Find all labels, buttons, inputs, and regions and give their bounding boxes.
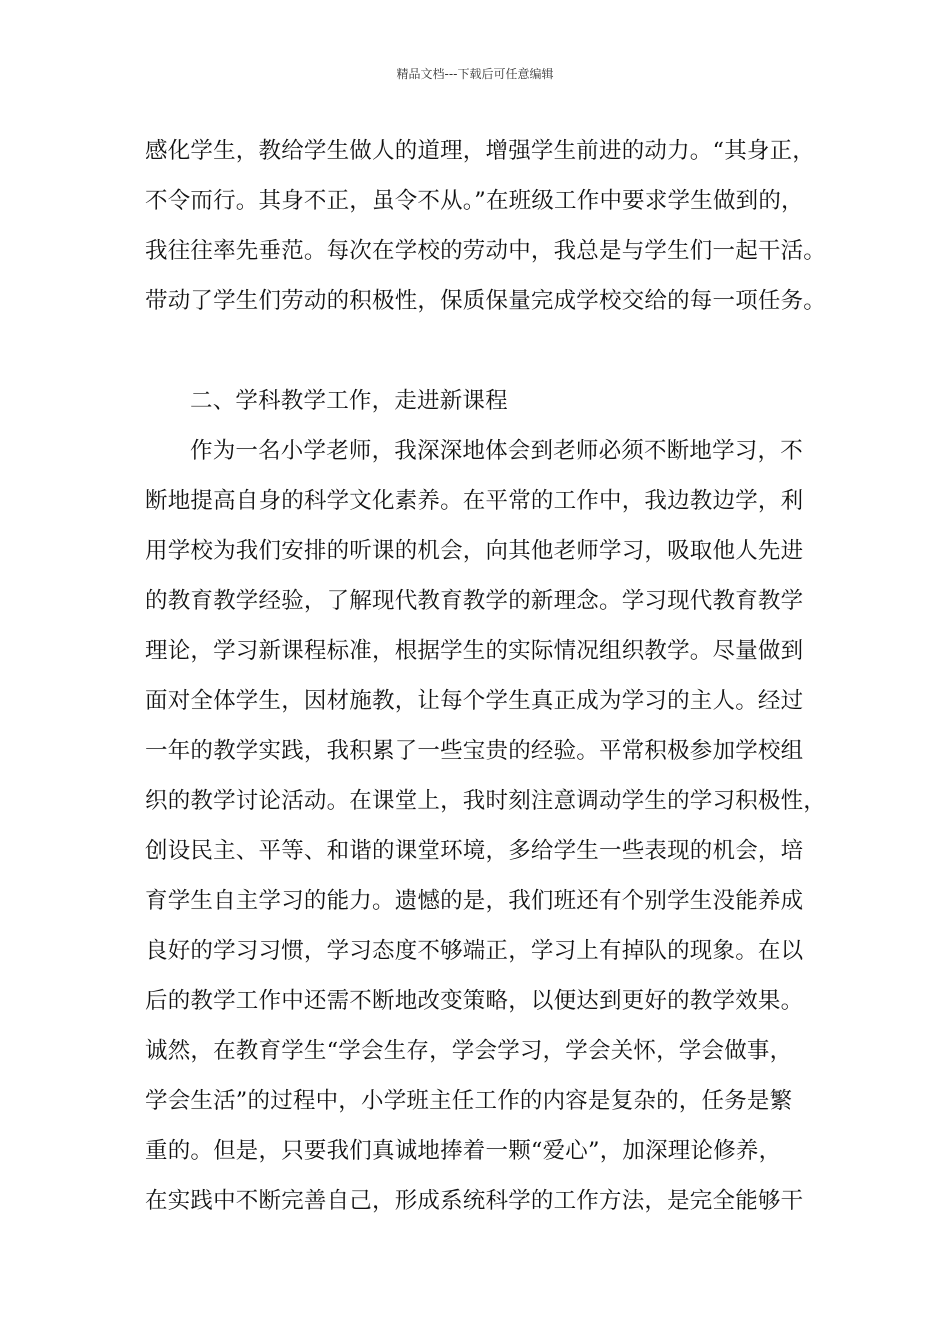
text-line: 育学生自主学习的能力。遗憾的是，我们班还有个别学生没能养成 — [145, 888, 804, 914]
text-line: 的教育教学经验，了解现代教育教学的新理念。学习现代教育教学 — [145, 588, 804, 614]
text-line: 不令而行。其身不正，虽令不从。”在班级工作中要求学生做到的， — [145, 188, 804, 214]
text-line: 带动了学生们劳动的积极性，保质保量完成学校交给的每一项任务。 — [145, 288, 827, 314]
text-line: 面对全体学生，因材施教，让每个学生真正成为学习的主人。经过 — [145, 688, 804, 714]
text-line: 用学校为我们安排的听课的机会，向其他老师学习，吸取他人先进 — [145, 538, 804, 564]
text-line: 理论，学习新课程标准，根据学生的实际情况组织教学。尽量做到 — [145, 638, 804, 664]
text-line: 在实践中不断完善自己，形成系统科学的工作方法，是完全能够干 — [145, 1188, 804, 1214]
text-line: 创设民主、平等、和谐的课堂环境，多给学生一些表现的机会，培 — [145, 838, 804, 864]
text-line: 断地提高自身的科学文化素养。在平常的工作中，我边教边学，利 — [145, 488, 804, 514]
text-line: 良好的学习习惯，学习态度不够端正，学习上有掉队的现象。在以 — [145, 938, 804, 964]
text-line: 感化学生，教给学生做人的道理，增强学生前进的动力。“其身正， — [145, 138, 816, 164]
text-line: 一年的教学实践，我积累了一些宝贵的经验。平常积极参加学校组 — [145, 738, 804, 764]
page-header: 精品文档---下载后可任意编辑 — [396, 67, 554, 81]
section-heading: 二、学科教学工作，走进新课程 — [190, 388, 508, 414]
text-line: 学会生活”的过程中，小学班主任工作的内容是复杂的，任务是繁 — [145, 1088, 793, 1114]
text-line: 我往往率先垂范。每次在学校的劳动中，我总是与学生们一起干活。 — [145, 238, 827, 264]
text-line: 作为一名小学老师，我深深地体会到老师必须不断地学习，不 — [190, 438, 803, 464]
text-line: 后的教学工作中还需不断地改变策略，以便达到更好的教学效果。 — [145, 988, 804, 1014]
text-line: 诚然，在教育学生“学会生存，学会学习，学会关怀，学会做事， — [145, 1038, 793, 1064]
text-line: 重的。但是，只要我们真诚地捧着一颗“爱心”，加深理论修养， — [145, 1138, 782, 1164]
text-line: 织的教学讨论活动。在课堂上，我时刻注意调动学生的学习积极性， — [145, 788, 827, 814]
